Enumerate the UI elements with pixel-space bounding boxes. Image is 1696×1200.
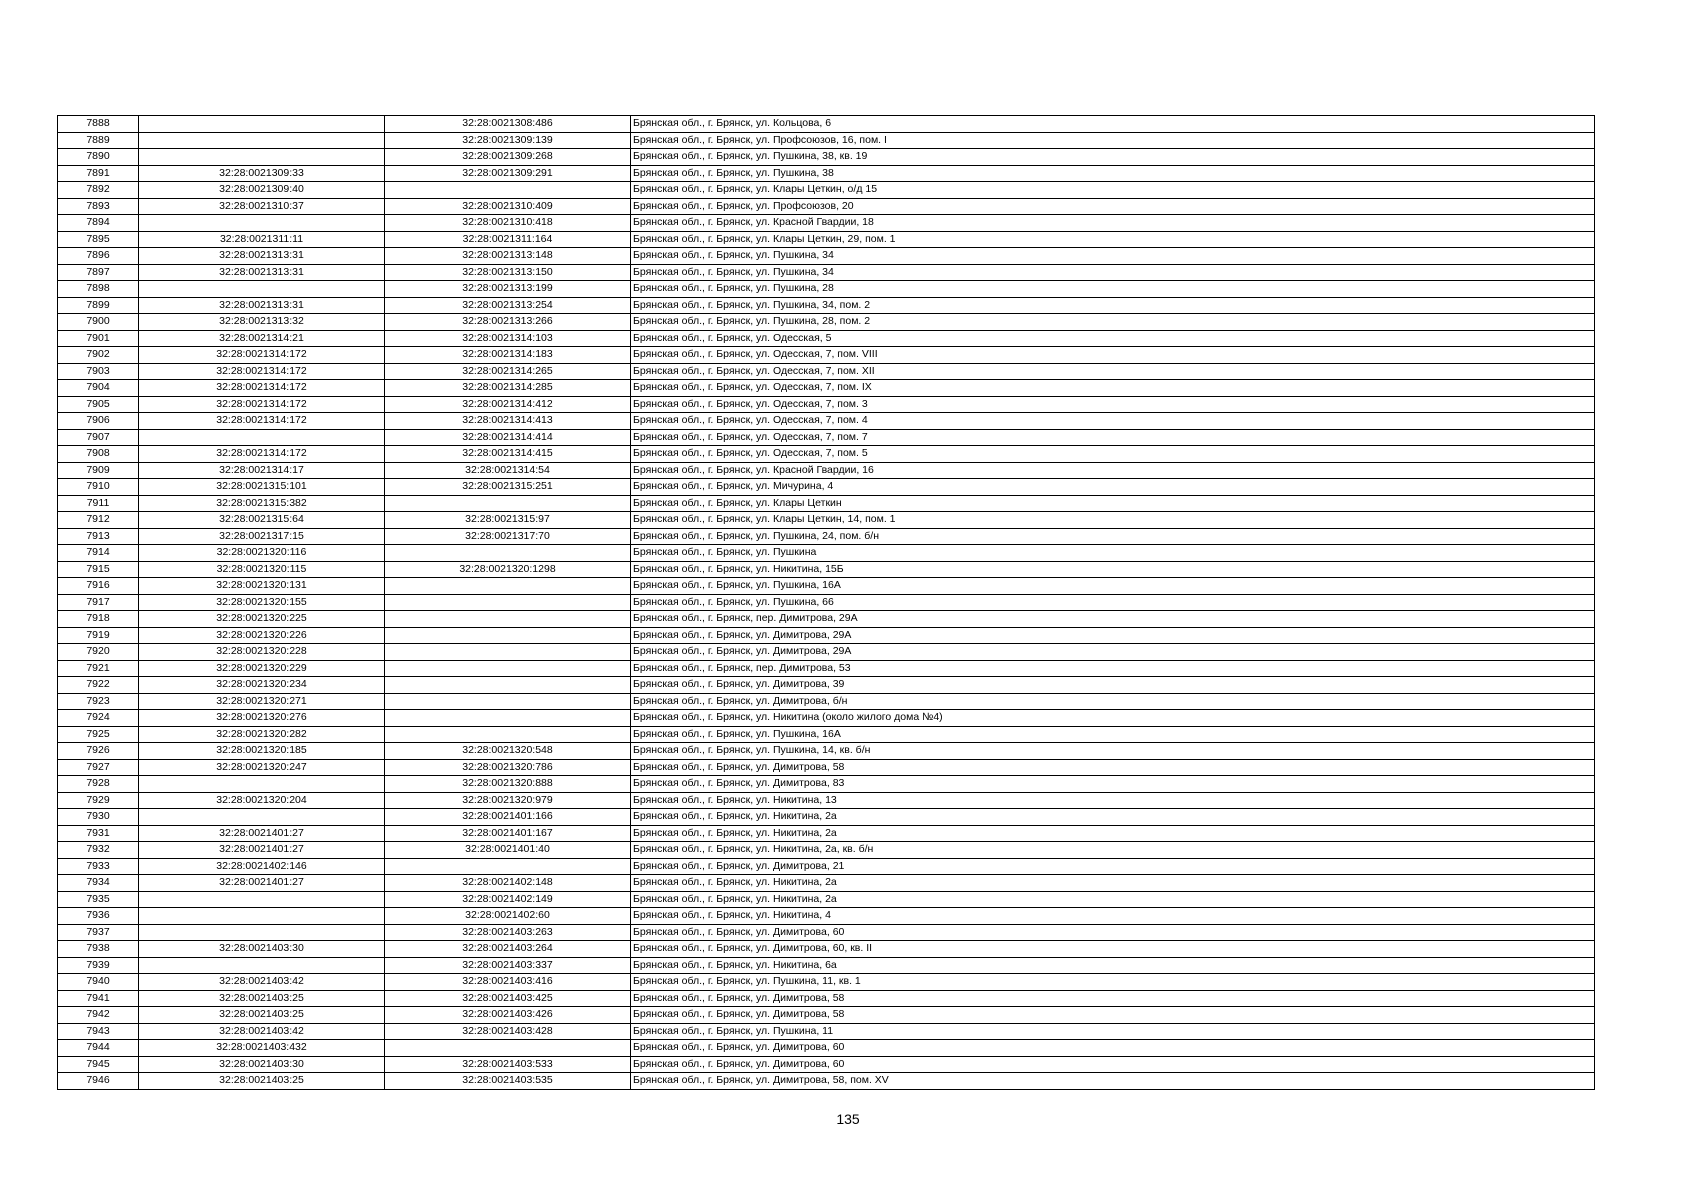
row-number-cell: 7914 [58, 545, 139, 562]
land-cadastral-number-cell: 32:28:0021401:27 [139, 825, 385, 842]
land-cadastral-number-cell: 32:28:0021320:228 [139, 644, 385, 661]
address-cell: Брянская обл., г. Брянск, ул. Димитрова, 60, кв. II [631, 941, 1595, 958]
table-row [58, 627, 1595, 644]
row-number-cell: 7898 [58, 281, 139, 298]
row-number-cell: 7944 [58, 1040, 139, 1057]
address-cell: Брянская обл., г. Брянск, ул. Пушкина, 66 [631, 594, 1595, 611]
building-cadastral-number-cell [385, 495, 631, 512]
address-cell: Брянская обл., г. Брянск, ул. Никитина, 2а [631, 809, 1595, 826]
address-cell: Брянская обл., г. Брянск, ул. Димитрова, 58 [631, 1007, 1595, 1024]
land-cadastral-number-cell [139, 281, 385, 298]
building-cadastral-number-cell [385, 594, 631, 611]
building-cadastral-number-cell [385, 693, 631, 710]
row-number-cell: 7904 [58, 380, 139, 397]
building-cadastral-number-cell: 32:28:0021314:412 [385, 396, 631, 413]
row-number-cell: 7890 [58, 149, 139, 166]
address-cell: Брянская обл., г. Брянск, ул. Никитина, 2а [631, 891, 1595, 908]
building-cadastral-number-cell: 32:28:0021314:415 [385, 446, 631, 463]
address-cell: Брянская обл., г. Брянск, ул. Пушкина [631, 545, 1595, 562]
building-cadastral-number-cell: 32:28:0021320:548 [385, 743, 631, 760]
building-cadastral-number-cell: 32:28:0021320:888 [385, 776, 631, 793]
building-cadastral-number-cell: 32:28:0021313:148 [385, 248, 631, 265]
table-row [58, 545, 1595, 562]
table-row [58, 264, 1595, 281]
land-cadastral-number-cell: 32:28:0021403:30 [139, 941, 385, 958]
table-row [58, 1056, 1595, 1073]
building-cadastral-number-cell: 32:28:0021314:414 [385, 429, 631, 446]
address-cell: Брянская обл., г. Брянск, ул. Одесская, 7, пом. XII [631, 363, 1595, 380]
address-cell: Брянская обл., г. Брянск, ул. Димитрова, 58 [631, 990, 1595, 1007]
table-row [58, 165, 1595, 182]
building-cadastral-number-cell [385, 611, 631, 628]
address-cell: Брянская обл., г. Брянск, ул. Одесская, 7, пом. 4 [631, 413, 1595, 430]
address-cell: Брянская обл., г. Брянск, ул. Профсоюзов, 16, пом. I [631, 132, 1595, 149]
row-number-cell: 7894 [58, 215, 139, 232]
address-cell: Брянская обл., г. Брянск, ул. Клары Цеткин, 29, пом. 1 [631, 231, 1595, 248]
building-cadastral-number-cell: 32:28:0021314:413 [385, 413, 631, 430]
row-number-cell: 7927 [58, 759, 139, 776]
building-cadastral-number-cell: 32:28:0021402:148 [385, 875, 631, 892]
table-row [58, 792, 1595, 809]
table-row [58, 198, 1595, 215]
building-cadastral-number-cell: 32:28:0021309:268 [385, 149, 631, 166]
land-cadastral-number-cell [139, 891, 385, 908]
building-cadastral-number-cell: 32:28:0021402:60 [385, 908, 631, 925]
row-number-cell: 7906 [58, 413, 139, 430]
building-cadastral-number-cell: 32:28:0021314:285 [385, 380, 631, 397]
row-number-cell: 7915 [58, 561, 139, 578]
registry-table [57, 115, 1595, 1090]
land-cadastral-number-cell: 32:28:0021315:101 [139, 479, 385, 496]
address-cell: Брянская обл., г. Брянск, ул. Димитрова, 60 [631, 1040, 1595, 1057]
row-number-cell: 7891 [58, 165, 139, 182]
address-cell: Брянская обл., г. Брянск, ул. Димитрова, 60 [631, 924, 1595, 941]
table-row [58, 776, 1595, 793]
land-cadastral-number-cell: 32:28:0021313:31 [139, 264, 385, 281]
table-row [58, 182, 1595, 199]
row-number-cell: 7913 [58, 528, 139, 545]
address-cell: Брянская обл., г. Брянск, ул. Димитрова, б/н [631, 693, 1595, 710]
building-cadastral-number-cell: 32:28:0021403:416 [385, 974, 631, 991]
address-cell: Брянская обл., г. Брянск, ул. Клары Цеткин [631, 495, 1595, 512]
address-cell: Брянская обл., г. Брянск, ул. Одесская, 7, пом. 7 [631, 429, 1595, 446]
table-row [58, 710, 1595, 727]
building-cadastral-number-cell: 32:28:0021401:40 [385, 842, 631, 859]
building-cadastral-number-cell [385, 660, 631, 677]
building-cadastral-number-cell [385, 726, 631, 743]
land-cadastral-number-cell: 32:28:0021309:40 [139, 182, 385, 199]
table-row [58, 231, 1595, 248]
building-cadastral-number-cell: 32:28:0021401:167 [385, 825, 631, 842]
land-cadastral-number-cell: 32:28:0021314:21 [139, 330, 385, 347]
address-cell: Брянская обл., г. Брянск, ул. Никитина, 2а, кв. б/н [631, 842, 1595, 859]
row-number-cell: 7937 [58, 924, 139, 941]
address-cell: Брянская обл., г. Брянск, ул. Димитрова, 29А [631, 644, 1595, 661]
table-row [58, 330, 1595, 347]
address-cell: Брянская обл., г. Брянск, ул. Пушкина, 28 [631, 281, 1595, 298]
building-cadastral-number-cell [385, 644, 631, 661]
address-cell: Брянская обл., г. Брянск, ул. Никитина, 13 [631, 792, 1595, 809]
land-cadastral-number-cell: 32:28:0021315:64 [139, 512, 385, 529]
table-row [58, 363, 1595, 380]
land-cadastral-number-cell: 32:28:0021320:282 [139, 726, 385, 743]
address-cell: Брянская обл., г. Брянск, ул. Клары Цеткин, 14, пом. 1 [631, 512, 1595, 529]
row-number-cell: 7896 [58, 248, 139, 265]
row-number-cell: 7941 [58, 990, 139, 1007]
building-cadastral-number-cell: 32:28:0021311:164 [385, 231, 631, 248]
row-number-cell: 7895 [58, 231, 139, 248]
land-cadastral-number-cell: 32:28:0021403:42 [139, 974, 385, 991]
building-cadastral-number-cell [385, 627, 631, 644]
land-cadastral-number-cell [139, 215, 385, 232]
address-cell: Брянская обл., г. Брянск, ул. Димитрова, 29А [631, 627, 1595, 644]
row-number-cell: 7939 [58, 957, 139, 974]
land-cadastral-number-cell: 32:28:0021403:25 [139, 990, 385, 1007]
land-cadastral-number-cell: 32:28:0021320:226 [139, 627, 385, 644]
table-row [58, 215, 1595, 232]
row-number-cell: 7925 [58, 726, 139, 743]
row-number-cell: 7923 [58, 693, 139, 710]
row-number-cell: 7919 [58, 627, 139, 644]
row-number-cell: 7918 [58, 611, 139, 628]
address-cell: Брянская обл., г. Брянск, ул. Кольцова, 6 [631, 116, 1595, 133]
land-cadastral-number-cell: 32:28:0021313:32 [139, 314, 385, 331]
table-row [58, 281, 1595, 298]
address-cell: Брянская обл., г. Брянск, ул. Никитина, 15Б [631, 561, 1595, 578]
land-cadastral-number-cell: 32:28:0021320:225 [139, 611, 385, 628]
address-cell: Брянская обл., г. Брянск, ул. Профсоюзов, 20 [631, 198, 1595, 215]
building-cadastral-number-cell [385, 858, 631, 875]
address-cell: Брянская обл., г. Брянск, ул. Мичурина, 4 [631, 479, 1595, 496]
table-row [58, 116, 1595, 133]
land-cadastral-number-cell: 32:28:0021314:17 [139, 462, 385, 479]
land-cadastral-number-cell: 32:28:0021310:37 [139, 198, 385, 215]
row-number-cell: 7892 [58, 182, 139, 199]
table-row [58, 759, 1595, 776]
address-cell: Брянская обл., г. Брянск, ул. Одесская, 5 [631, 330, 1595, 347]
table-row [58, 578, 1595, 595]
row-number-cell: 7897 [58, 264, 139, 281]
address-cell: Брянская обл., г. Брянск, ул. Пушкина, 38 [631, 165, 1595, 182]
table-row [58, 446, 1595, 463]
row-number-cell: 7942 [58, 1007, 139, 1024]
table-row [58, 1007, 1595, 1024]
table-row [58, 413, 1595, 430]
land-cadastral-number-cell: 32:28:0021314:172 [139, 363, 385, 380]
row-number-cell: 7905 [58, 396, 139, 413]
address-cell: Брянская обл., г. Брянск, ул. Пушкина, 11 [631, 1023, 1595, 1040]
address-cell: Брянская обл., г. Брянск, ул. Димитрова, 58, пом. XV [631, 1073, 1595, 1090]
building-cadastral-number-cell [385, 578, 631, 595]
row-number-cell: 7912 [58, 512, 139, 529]
address-cell: Брянская обл., г. Брянск, пер. Димитрова, 29А [631, 611, 1595, 628]
land-cadastral-number-cell: 32:28:0021320:116 [139, 545, 385, 562]
address-cell: Брянская обл., г. Брянск, ул. Красной Гвардии, 18 [631, 215, 1595, 232]
land-cadastral-number-cell [139, 809, 385, 826]
building-cadastral-number-cell: 32:28:0021403:426 [385, 1007, 631, 1024]
table-row [58, 858, 1595, 875]
row-number-cell: 7907 [58, 429, 139, 446]
table-row [58, 429, 1595, 446]
table-row [58, 941, 1595, 958]
building-cadastral-number-cell [385, 677, 631, 694]
address-cell: Брянская обл., г. Брянск, ул. Красной Гвардии, 16 [631, 462, 1595, 479]
land-cadastral-number-cell: 32:28:0021320:276 [139, 710, 385, 727]
table-row [58, 974, 1595, 991]
building-cadastral-number-cell [385, 1040, 631, 1057]
row-number-cell: 7936 [58, 908, 139, 925]
row-number-cell: 7917 [58, 594, 139, 611]
table-row [58, 809, 1595, 826]
building-cadastral-number-cell [385, 182, 631, 199]
table-row [58, 743, 1595, 760]
table-row [58, 528, 1595, 545]
row-number-cell: 7929 [58, 792, 139, 809]
address-cell: Брянская обл., г. Брянск, ул. Пушкина, 28, пом. 2 [631, 314, 1595, 331]
land-cadastral-number-cell: 32:28:0021320:229 [139, 660, 385, 677]
row-number-cell: 7889 [58, 132, 139, 149]
address-cell: Брянская обл., г. Брянск, ул. Пушкина, 34 [631, 248, 1595, 265]
address-cell: Брянская обл., г. Брянск, ул. Димитрова, 60 [631, 1056, 1595, 1073]
row-number-cell: 7926 [58, 743, 139, 760]
row-number-cell: 7908 [58, 446, 139, 463]
row-number-cell: 7921 [58, 660, 139, 677]
land-cadastral-number-cell: 32:28:0021320:185 [139, 743, 385, 760]
table-row [58, 1040, 1595, 1057]
row-number-cell: 7946 [58, 1073, 139, 1090]
row-number-cell: 7934 [58, 875, 139, 892]
address-cell: Брянская обл., г. Брянск, ул. Пушкина, 16А [631, 726, 1595, 743]
table-row [58, 479, 1595, 496]
row-number-cell: 7903 [58, 363, 139, 380]
table-row [58, 132, 1595, 149]
table-row [58, 825, 1595, 842]
table-row [58, 495, 1595, 512]
table-row [58, 842, 1595, 859]
land-cadastral-number-cell: 32:28:0021317:15 [139, 528, 385, 545]
row-number-cell: 7920 [58, 644, 139, 661]
land-cadastral-number-cell: 32:28:0021314:172 [139, 446, 385, 463]
address-cell: Брянская обл., г. Брянск, ул. Никитина, 2а [631, 825, 1595, 842]
address-cell: Брянская обл., г. Брянск, ул. Пушкина, 14, кв. б/н [631, 743, 1595, 760]
land-cadastral-number-cell: 32:28:0021309:33 [139, 165, 385, 182]
table-row [58, 1073, 1595, 1090]
table-row [58, 924, 1595, 941]
table-row [58, 561, 1595, 578]
address-cell: Брянская обл., г. Брянск, ул. Одесская, 7, пом. 3 [631, 396, 1595, 413]
building-cadastral-number-cell: 32:28:0021403:428 [385, 1023, 631, 1040]
land-cadastral-number-cell: 32:28:0021311:11 [139, 231, 385, 248]
address-cell: Брянская обл., г. Брянск, ул. Никитина, 6а [631, 957, 1595, 974]
table-row [58, 990, 1595, 1007]
address-cell: Брянская обл., г. Брянск, ул. Пушкина, 38, кв. 19 [631, 149, 1595, 166]
building-cadastral-number-cell: 32:28:0021315:251 [385, 479, 631, 496]
table-row [58, 396, 1595, 413]
building-cadastral-number-cell: 32:28:0021314:183 [385, 347, 631, 364]
table-row [58, 875, 1595, 892]
land-cadastral-number-cell: 32:28:0021402:146 [139, 858, 385, 875]
land-cadastral-number-cell: 32:28:0021315:382 [139, 495, 385, 512]
land-cadastral-number-cell [139, 924, 385, 941]
row-number-cell: 7938 [58, 941, 139, 958]
row-number-cell: 7909 [58, 462, 139, 479]
address-cell: Брянская обл., г. Брянск, ул. Клары Цеткин, о/д 15 [631, 182, 1595, 199]
land-cadastral-number-cell: 32:28:0021320:234 [139, 677, 385, 694]
address-cell: Брянская обл., г. Брянск, ул. Димитрова, 83 [631, 776, 1595, 793]
row-number-cell: 7924 [58, 710, 139, 727]
building-cadastral-number-cell: 32:28:0021403:535 [385, 1073, 631, 1090]
table-row [58, 297, 1595, 314]
table-row [58, 677, 1595, 694]
address-cell: Брянская обл., г. Брянск, ул. Одесская, 7, пом. VIII [631, 347, 1595, 364]
land-cadastral-number-cell [139, 957, 385, 974]
building-cadastral-number-cell: 32:28:0021308:486 [385, 116, 631, 133]
land-cadastral-number-cell [139, 116, 385, 133]
address-cell: Брянская обл., г. Брянск, ул. Одесская, 7, пом. IX [631, 380, 1595, 397]
land-cadastral-number-cell [139, 132, 385, 149]
row-number-cell: 7916 [58, 578, 139, 595]
land-cadastral-number-cell: 32:28:0021320:271 [139, 693, 385, 710]
address-cell: Брянская обл., г. Брянск, ул. Димитрова, 21 [631, 858, 1595, 875]
row-number-cell: 7922 [58, 677, 139, 694]
building-cadastral-number-cell: 32:28:0021403:264 [385, 941, 631, 958]
table-row [58, 726, 1595, 743]
building-cadastral-number-cell: 32:28:0021320:786 [385, 759, 631, 776]
land-cadastral-number-cell [139, 149, 385, 166]
row-number-cell: 7888 [58, 116, 139, 133]
address-cell: Брянская обл., г. Брянск, ул. Димитрова, 58 [631, 759, 1595, 776]
table-row [58, 693, 1595, 710]
land-cadastral-number-cell: 32:28:0021314:172 [139, 347, 385, 364]
address-cell: Брянская обл., г. Брянск, ул. Пушкина, 11, кв. 1 [631, 974, 1595, 991]
table-row [58, 314, 1595, 331]
building-cadastral-number-cell: 32:28:0021401:166 [385, 809, 631, 826]
row-number-cell: 7901 [58, 330, 139, 347]
table-row [58, 347, 1595, 364]
land-cadastral-number-cell: 32:28:0021403:432 [139, 1040, 385, 1057]
building-cadastral-number-cell: 32:28:0021310:418 [385, 215, 631, 232]
registry-table-body [58, 116, 1595, 1090]
land-cadastral-number-cell [139, 908, 385, 925]
row-number-cell: 7899 [58, 297, 139, 314]
land-cadastral-number-cell: 32:28:0021403:30 [139, 1056, 385, 1073]
land-cadastral-number-cell: 32:28:0021401:27 [139, 842, 385, 859]
row-number-cell: 7931 [58, 825, 139, 842]
row-number-cell: 7933 [58, 858, 139, 875]
building-cadastral-number-cell: 32:28:0021313:254 [385, 297, 631, 314]
table-row [58, 512, 1595, 529]
building-cadastral-number-cell: 32:28:0021403:425 [385, 990, 631, 1007]
row-number-cell: 7943 [58, 1023, 139, 1040]
land-cadastral-number-cell: 32:28:0021313:31 [139, 297, 385, 314]
building-cadastral-number-cell [385, 545, 631, 562]
building-cadastral-number-cell: 32:28:0021315:97 [385, 512, 631, 529]
table-row [58, 1023, 1595, 1040]
row-number-cell: 7902 [58, 347, 139, 364]
row-number-cell: 7932 [58, 842, 139, 859]
address-cell: Брянская обл., г. Брянск, ул. Никитина (около жилого дома №4) [631, 710, 1595, 727]
row-number-cell: 7900 [58, 314, 139, 331]
table-row [58, 891, 1595, 908]
table-row [58, 957, 1595, 974]
address-cell: Брянская обл., г. Брянск, ул. Никитина, 4 [631, 908, 1595, 925]
table-row [58, 248, 1595, 265]
table-row [58, 462, 1595, 479]
building-cadastral-number-cell: 32:28:0021314:265 [385, 363, 631, 380]
land-cadastral-number-cell: 32:28:0021403:25 [139, 1073, 385, 1090]
table-row [58, 660, 1595, 677]
address-cell: Брянская обл., г. Брянск, пер. Димитрова, 53 [631, 660, 1595, 677]
table-row [58, 594, 1595, 611]
address-cell: Брянская обл., г. Брянск, ул. Димитрова, 39 [631, 677, 1595, 694]
row-number-cell: 7945 [58, 1056, 139, 1073]
land-cadastral-number-cell: 32:28:0021403:25 [139, 1007, 385, 1024]
row-number-cell: 7911 [58, 495, 139, 512]
building-cadastral-number-cell: 32:28:0021309:139 [385, 132, 631, 149]
address-cell: Брянская обл., г. Брянск, ул. Пушкина, 24, пом. б/н [631, 528, 1595, 545]
building-cadastral-number-cell: 32:28:0021313:266 [385, 314, 631, 331]
table-row [58, 611, 1595, 628]
building-cadastral-number-cell: 32:28:0021317:70 [385, 528, 631, 545]
building-cadastral-number-cell: 32:28:0021403:533 [385, 1056, 631, 1073]
page-number: 135 [836, 1111, 860, 1127]
building-cadastral-number-cell: 32:28:0021402:149 [385, 891, 631, 908]
building-cadastral-number-cell: 32:28:0021320:979 [385, 792, 631, 809]
building-cadastral-number-cell: 32:28:0021403:337 [385, 957, 631, 974]
land-cadastral-number-cell: 32:28:0021320:204 [139, 792, 385, 809]
address-cell: Брянская обл., г. Брянск, ул. Одесская, 7, пом. 5 [631, 446, 1595, 463]
row-number-cell: 7893 [58, 198, 139, 215]
table-row [58, 149, 1595, 166]
land-cadastral-number-cell [139, 776, 385, 793]
land-cadastral-number-cell: 32:28:0021314:172 [139, 396, 385, 413]
land-cadastral-number-cell: 32:28:0021401:27 [139, 875, 385, 892]
building-cadastral-number-cell: 32:28:0021310:409 [385, 198, 631, 215]
building-cadastral-number-cell: 32:28:0021403:263 [385, 924, 631, 941]
table-row [58, 908, 1595, 925]
land-cadastral-number-cell: 32:28:0021314:172 [139, 413, 385, 430]
building-cadastral-number-cell [385, 710, 631, 727]
land-cadastral-number-cell: 32:28:0021313:31 [139, 248, 385, 265]
building-cadastral-number-cell: 32:28:0021314:54 [385, 462, 631, 479]
row-number-cell: 7935 [58, 891, 139, 908]
land-cadastral-number-cell: 32:28:0021320:115 [139, 561, 385, 578]
row-number-cell: 7930 [58, 809, 139, 826]
land-cadastral-number-cell: 32:28:0021320:155 [139, 594, 385, 611]
address-cell: Брянская обл., г. Брянск, ул. Пушкина, 34, пом. 2 [631, 297, 1595, 314]
address-cell: Брянская обл., г. Брянск, ул. Никитина, 2а [631, 875, 1595, 892]
building-cadastral-number-cell: 32:28:0021314:103 [385, 330, 631, 347]
land-cadastral-number-cell: 32:28:0021320:131 [139, 578, 385, 595]
land-cadastral-number-cell [139, 429, 385, 446]
row-number-cell: 7910 [58, 479, 139, 496]
row-number-cell: 7940 [58, 974, 139, 991]
building-cadastral-number-cell: 32:28:0021313:199 [385, 281, 631, 298]
building-cadastral-number-cell: 32:28:0021309:291 [385, 165, 631, 182]
building-cadastral-number-cell: 32:28:0021320:1298 [385, 561, 631, 578]
address-cell: Брянская обл., г. Брянск, ул. Пушкина, 34 [631, 264, 1595, 281]
address-cell: Брянская обл., г. Брянск, ул. Пушкина, 16А [631, 578, 1595, 595]
row-number-cell: 7928 [58, 776, 139, 793]
land-cadastral-number-cell: 32:28:0021403:42 [139, 1023, 385, 1040]
land-cadastral-number-cell: 32:28:0021320:247 [139, 759, 385, 776]
building-cadastral-number-cell: 32:28:0021313:150 [385, 264, 631, 281]
table-row [58, 380, 1595, 397]
table-row [58, 644, 1595, 661]
land-cadastral-number-cell: 32:28:0021314:172 [139, 380, 385, 397]
